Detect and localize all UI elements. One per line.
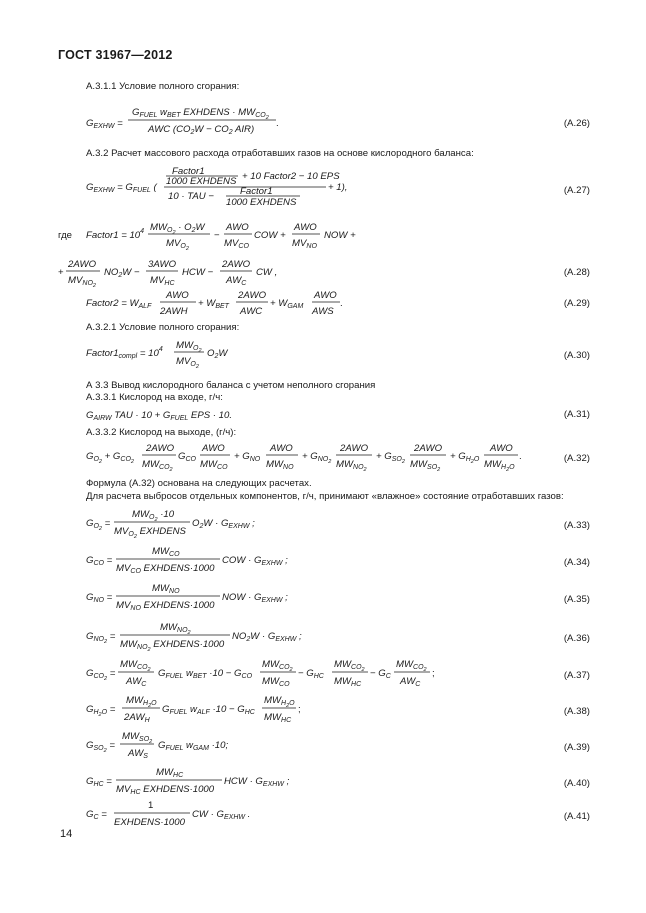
svg-text:AWO: AWO (314, 290, 337, 301)
svg-text:AWO: AWO (294, 222, 317, 233)
svg-text:.: . (340, 298, 343, 309)
svg-text:AWO: AWO (226, 222, 249, 233)
svg-text:NOW · GEXHW ;: NOW · $G_{EXHW}$ ; (222, 592, 288, 604)
svg-text:MWNO2: $MW_{NO2}$ (336, 459, 367, 473)
svg-text:+ GNO2: + $G_{NO2}$ (302, 451, 332, 465)
equation-a26 (0, 104, 646, 134)
svg-text:1: 1 (148, 800, 154, 811)
svg-text:GFUEL wBET EXHDENS · MWCO2: $G_{FUEL}$ $w_{BET}$ EXHDENS · $MW_{CO2}$ (132, 107, 269, 121)
svg-text:+: + (58, 267, 64, 278)
svg-text:10 · TAU −: 10 · TAU − (168, 191, 214, 202)
equation-number: (А.41) (563, 811, 590, 822)
svg-text:+ 1),: + 1), (328, 182, 348, 193)
svg-text:GHC =: $G_{HC}$ = (86, 776, 112, 788)
svg-text:3AWO: 3AWO (148, 259, 177, 270)
svg-text:MVNO2: $MV_{NO2}$ (68, 275, 96, 289)
svg-text:GSO2 =: $G_{SO2}$ = (86, 740, 115, 754)
equation-number: (А.26) (563, 118, 590, 129)
svg-text:COW +: COW + (254, 230, 286, 241)
equation-a34 (0, 543, 646, 573)
svg-text:MVHC: $MV_{HC}$ (150, 275, 175, 287)
equation-a39 (0, 728, 646, 758)
equation-number: (А.40) (563, 778, 590, 789)
svg-text:MWCO2: $MW_{CO2}$ (396, 659, 427, 673)
svg-text:− GC: − $G_C$ (370, 668, 391, 680)
svg-text:GNO2 =: $G_{NO2}$ = (86, 631, 116, 645)
svg-text:MWO2 ·10: $MW_{O2} \cdot 10$ (132, 509, 175, 523)
svg-text:2AWH: $2AW_H$ (124, 712, 150, 724)
svg-text:O2W: $O_2W$ (207, 348, 228, 360)
svg-text:HCW −: HCW − (182, 267, 214, 278)
svg-text:2AWO: 2AWO (146, 443, 175, 454)
svg-text:GC =: $G_C$ = (86, 809, 107, 821)
svg-text:Factor1: Factor1 (240, 186, 273, 197)
svg-text:+ 10 Factor2 − 10 EPS: + 10 Factor2 − 10 EPS (242, 171, 340, 182)
svg-text:MWH2O: $MW_{H2}^O$ (126, 695, 157, 709)
equation-a28 (0, 257, 646, 287)
paragraph-a3-3: А 3.3 Вывод кислородного баланса с учетом неполного сгорания (86, 380, 376, 391)
svg-text:− GHC: − $G_{HC}$ (298, 668, 324, 680)
svg-text:GH2O =: $G_{H2}^O$ = (86, 704, 116, 718)
svg-text:MWCO2: $MW_{CO2}$ (142, 459, 173, 473)
equation-a32 (0, 441, 646, 471)
svg-text:O2W · GEXHW ;: $O_2W \cdot G_{EXHW}$ ; (192, 518, 255, 530)
svg-text:GCO2 =: $G_{CO2}$ = (86, 668, 116, 682)
equation-number: (А.38) (563, 706, 590, 717)
paragraph-formula-basis: Формула (А.32) основана на следующих расчетах. (86, 478, 312, 489)
svg-text:Factor1 = 104: Factor1 = $10^4$ (86, 228, 145, 241)
svg-text:1000 EXHDENS: 1000 EXHDENS (166, 176, 237, 187)
svg-text:GFUEL wGAM ·10;: $G_{FUEL}$ $w_{GAM} \cdot 10$; (158, 740, 229, 752)
svg-text:AWS: $AW_S$ (128, 748, 148, 760)
svg-text:COW · GEXHW ;: COW · $G_{EXHW}$ ; (222, 555, 288, 567)
svg-text:MWNO: $MW_{NO}$ (266, 459, 294, 471)
svg-text:2AWO: 2AWO (238, 290, 267, 301)
svg-text:Factor2 = WALF: Factor2 = $W_{ALF}$ (86, 298, 152, 310)
svg-text:MVO2: $MV_{O2}$ (166, 238, 189, 252)
equation-a30 (0, 338, 646, 368)
equation-a35 (0, 580, 646, 610)
svg-text:MWNO: $MW_{NO}$ (152, 583, 180, 595)
svg-text:MVCO EXHDENS·1000: $MV_{CO}$ EXHDENS·1000 (116, 563, 215, 575)
svg-text:+ GSO2: + $G_{SO2}$ (376, 451, 405, 465)
equation-a41 (0, 797, 646, 827)
equation-a29 (0, 288, 646, 318)
paragraph-a3-2-1: А.3.2.1 Условие полного сгорания: (86, 322, 240, 333)
svg-text:NO2W −: $NO_2W$ − (104, 267, 140, 279)
equation-a40 (0, 764, 646, 794)
equation-a27 (0, 164, 646, 208)
equation-number: (А.32) (563, 453, 590, 464)
equation-number: (А.37) (563, 670, 590, 681)
svg-text:MVNO: $MV_{NO}$ (292, 238, 317, 250)
svg-text:Factor1: Factor1 (172, 166, 205, 177)
equation-number: (А.39) (563, 742, 590, 753)
svg-text:+ WBET: + $W_{BET}$ (198, 298, 229, 310)
svg-text:GNO =: $G_{NO}$ = (86, 592, 113, 604)
page-number: 14 (60, 828, 73, 840)
svg-text:MWCO: $MW_{CO}$ (262, 676, 290, 688)
svg-text:+ WGAM: + $W_{GAM}$ (270, 298, 304, 310)
svg-text:AWC: $AW_C$ (400, 676, 421, 688)
svg-text:2AWO: 2AWO (414, 443, 443, 454)
svg-text:AWC: AWC (240, 306, 263, 317)
svg-text:2AWO: 2AWO (222, 259, 251, 270)
svg-text:GFUEL wALF ·10 − GHC: $G_{FUEL}$ $w_{ALF} \cdot 10 - G_{HC}$ (162, 704, 255, 716)
paragraph-gde: где (58, 230, 73, 241)
svg-text:;: ; (298, 704, 301, 715)
svg-text:−: − (214, 230, 220, 241)
svg-text:MWNO2: $MW_{NO2}$ (160, 622, 191, 636)
svg-text:MWO2 · O2W: $MW_{O2} \cdot O_2W$ (150, 222, 205, 236)
paragraph-a3-1-1: А.3.1.1 Условие полного сгорания: (86, 81, 240, 92)
svg-text:AWC: $AW_C$ (126, 676, 147, 688)
svg-text:GFUEL wBET ·10 − GCO: $G_{FUEL}$ $w_{BET} \cdot 10 - G_{CO}$ (158, 668, 253, 680)
svg-text:MVCO: $MV_{CO}$ (224, 238, 249, 250)
svg-text:2AWH: 2AWH (160, 306, 188, 317)
svg-text:CW · GEXHW .: CW · $G_{EXHW}$ . (192, 809, 251, 821)
svg-text:MWHC: $MW_{HC}$ (264, 712, 292, 724)
svg-text:1000 EXHDENS: 1000 EXHDENS (226, 197, 297, 208)
equation-a36 (0, 619, 646, 653)
svg-text:;: ; (432, 668, 435, 679)
svg-text:MWNO2 EXHDENS·1000: $MW_{NO2}$ EXHDENS·1000 (120, 639, 225, 653)
svg-text:MWCO2: $MW_{CO2}$ (262, 659, 293, 673)
svg-text:2AWO: 2AWO (68, 259, 97, 270)
svg-text:MVO2: $MV_{O2}$ (176, 356, 199, 370)
svg-text:GEXHW = GFUEL (: $G_{EXHW} = G_{FUEL}$ ( (86, 182, 157, 194)
svg-text:GO2 + GCO2: $G_{O2} + G_{CO2}$ (86, 451, 134, 465)
svg-text:AWO: AWO (490, 443, 513, 454)
svg-text:AWO: AWO (166, 290, 189, 301)
equation-number: (А.28) (563, 267, 590, 278)
svg-text:CW ,: CW , (256, 267, 278, 278)
equation-number: (А.35) (563, 594, 590, 605)
paragraph-a3-3-2: А.3.3.2 Кислород на выходе, (г/ч): (86, 427, 237, 438)
svg-text:MWSO2: $MW_{SO2}$ (122, 731, 153, 745)
paragraph-wet-state: Для расчета выбросов отдельных компонентов, г/ч, принимают «влажное» состояние отработавших газов: (86, 491, 564, 502)
svg-text:MWO2: $MW_{O2}$ (176, 340, 202, 354)
svg-text:MWCO2: $MW_{CO2}$ (120, 659, 151, 673)
svg-text:MWSO2: $MW_{SO2}$ (410, 459, 441, 473)
svg-text:HCW · GEXHW ;: HCW · $G_{EXHW}$ ; (224, 776, 290, 788)
svg-text:AWC: $AW_C$ (226, 275, 247, 287)
svg-text:MVNO EXHDENS·1000: $MV_{NO}$ EXHDENS·1000 (116, 600, 215, 612)
equation-number: (А.33) (563, 520, 590, 531)
svg-text:.: . (519, 451, 522, 462)
svg-text:MWHC: $MW_{HC}$ (156, 767, 184, 779)
svg-text:MVO2 EXHDENS: $MV_{O2}$ EXHDENS (114, 526, 186, 540)
svg-text:MVHC EXHDENS·1000: $MV_{HC}$ EXHDENS·1000 (116, 784, 215, 796)
svg-text:2AWO: 2AWO (340, 443, 369, 454)
document-header: ГОСТ 31967—2012 (58, 48, 173, 62)
svg-text:GAIRW TAU · 10 + GFUEL EPS · 1: $G_{AIRW}$ TAU · $10 + G_{FUEL}$ EPS · 10. (86, 410, 232, 422)
svg-text:GCO: $G_{CO}$ (178, 451, 196, 463)
svg-text:AWS: AWS (312, 306, 334, 317)
svg-text:NO2W · GEXHW ;: $NO_2W \cdot G_{EXHW}$ ; (232, 631, 302, 643)
equation-factor1 (0, 220, 646, 250)
svg-text:MWCO: $MW_{CO}$ (152, 546, 180, 558)
paragraph-a3-3-1: А.3.3.1 Кислород на входе, г/ч: (86, 392, 223, 403)
svg-text:EXHDENS·1000: EXHDENS·1000 (114, 817, 185, 828)
equation-a33 (0, 506, 646, 540)
svg-text:GO2 =: $G_{O2}$ = (86, 518, 111, 532)
svg-text:AWO: AWO (270, 443, 293, 454)
svg-text:MWH2O: $MW_{H2}^O$ (484, 459, 515, 473)
svg-text:+ GH2O: + $G_{H2}^O$ (450, 451, 480, 465)
equation-a38 (0, 692, 646, 722)
equation-number: (А.36) (563, 633, 590, 644)
svg-text:MWCO2: $MW_{CO2}$ (334, 659, 365, 673)
equation-a37 (0, 656, 646, 686)
svg-text:AWC (CO2W − CO2 AIR): AWC ($CO_2W - CO_2$ AIR) (148, 124, 255, 136)
svg-text:+ GNO: + $G_{NO}$ (234, 451, 261, 463)
equation-number: (А.29) (563, 298, 590, 309)
svg-text:AWO: AWO (202, 443, 225, 454)
svg-text:MWCO: $MW_{CO}$ (200, 459, 228, 471)
equation-number: (А.34) (563, 557, 590, 568)
svg-text:MWH2O: $MW_{H2}^O$ (264, 695, 295, 709)
equation-number: (А.30) (563, 350, 590, 361)
svg-text:MWHC: $MW_{HC}$ (334, 676, 362, 688)
paragraph-a3-2: А.3.2 Расчет массового расхода отработавших газов на основе кислородного баланса: (86, 148, 474, 159)
svg-text:.: . (276, 118, 279, 129)
equation-number: (А.31) (563, 409, 590, 420)
svg-text:Factor1compl = 104: $Factor1_{compl} = 10^4$ (86, 346, 163, 360)
svg-text:NOW +: NOW + (324, 230, 356, 241)
equation-number: (А.27) (563, 185, 590, 196)
svg-text:GCO =: $G_{CO}$ = (86, 555, 113, 567)
svg-text:GEXHW =: $G_{EXHW}$ = (86, 118, 123, 130)
